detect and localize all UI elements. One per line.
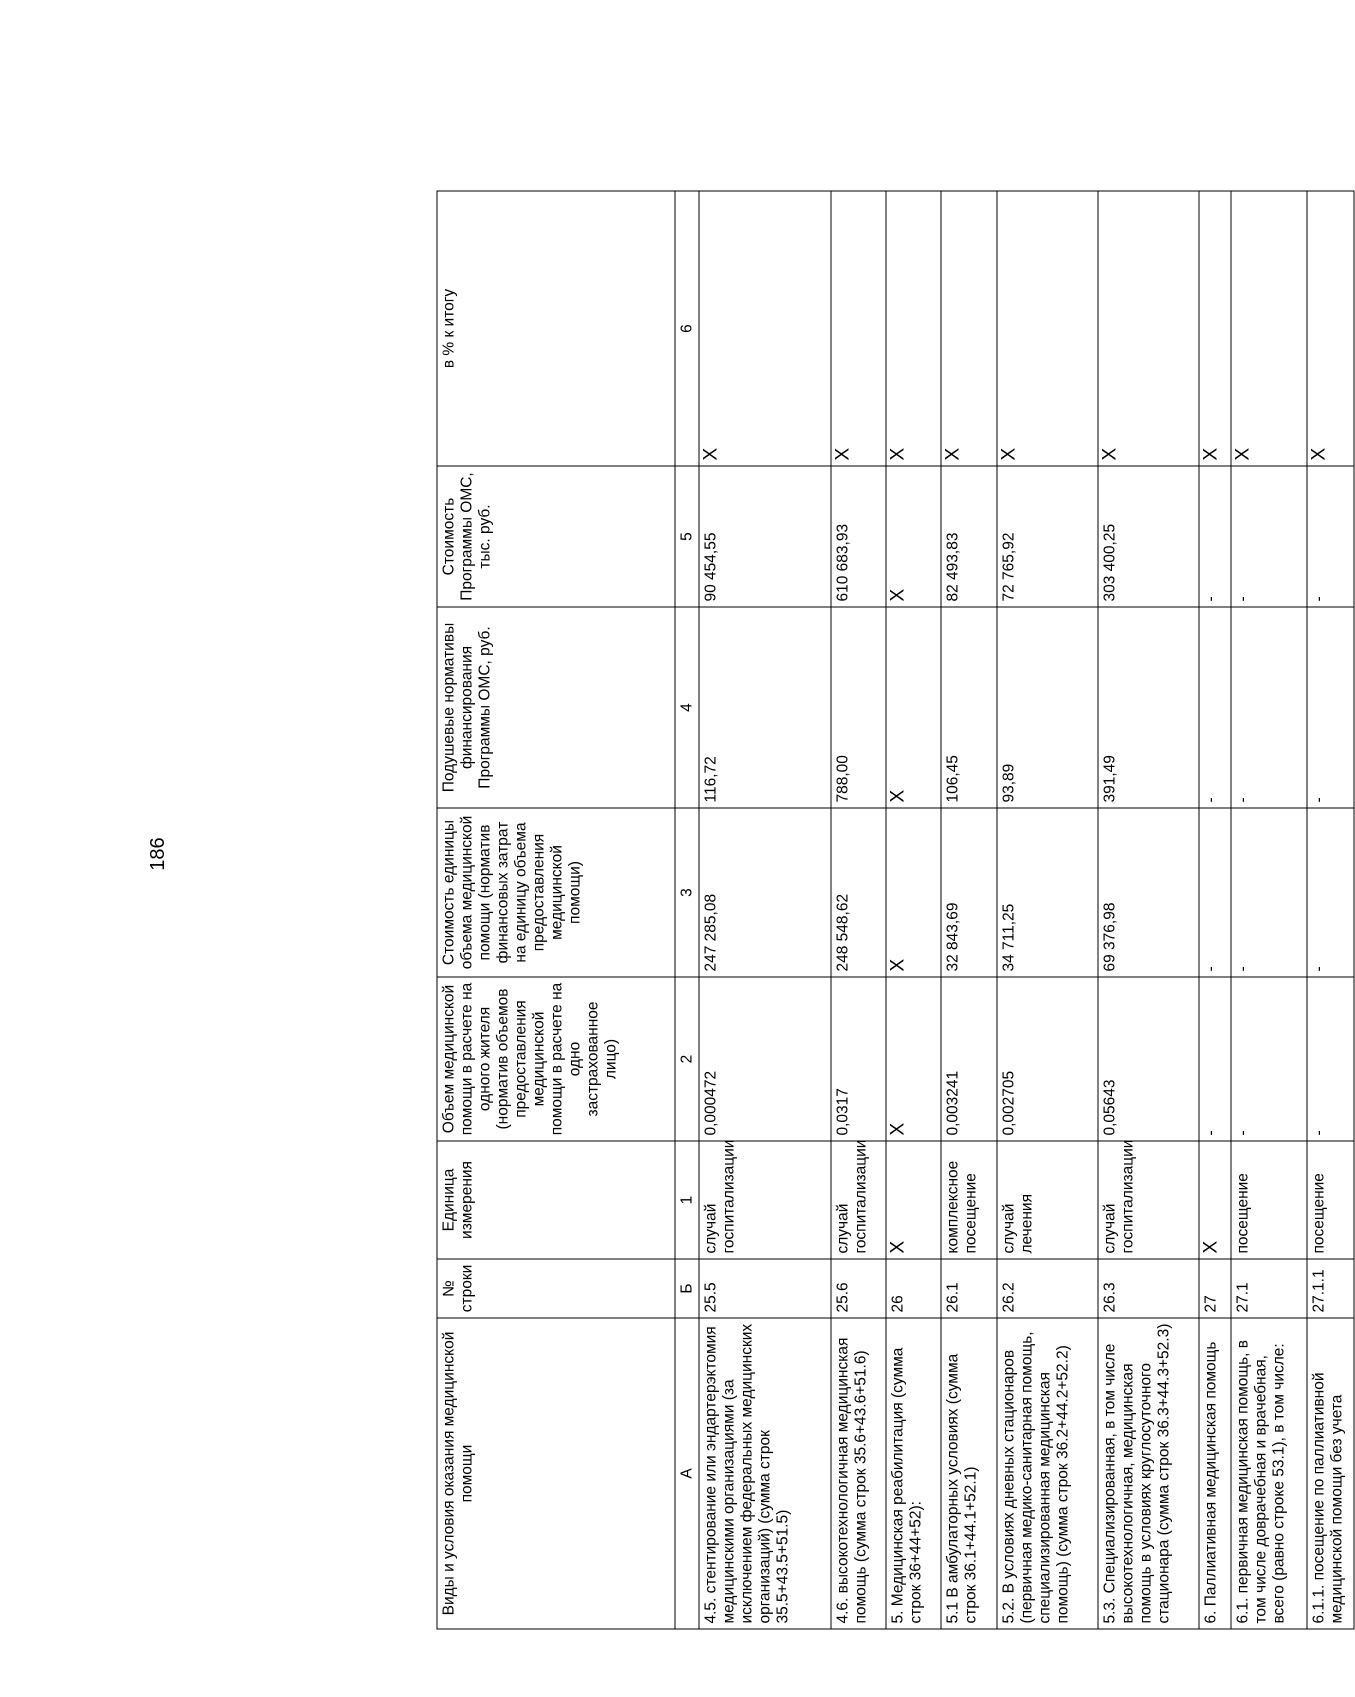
cell-per-capita: 391,49	[1098, 607, 1199, 808]
cell-unit: X	[1199, 1141, 1231, 1259]
cell-volume: 0,05643	[1098, 977, 1199, 1141]
col-header-row-number: № строки	[437, 1259, 675, 1318]
cell-unit-cost: -	[1199, 808, 1231, 977]
col-number: 3	[675, 808, 699, 977]
cell-percent: X	[886, 191, 941, 466]
table-row	[1307, 191, 1354, 1629]
page-number: 186	[147, 837, 169, 871]
column-number-row	[675, 191, 699, 1629]
cell-percent: X	[1098, 191, 1199, 466]
cell-kind: 6.1. первичная медицинская помощь, в том числе доврачебная и врачебная, всего (равно строке 53.1), в том числе:	[1231, 1318, 1307, 1629]
cell-total-cost: 303 400,25	[1098, 466, 1199, 607]
cell-percent: X	[1307, 191, 1354, 466]
col-number: 5	[675, 466, 699, 607]
cell-total-cost: 82 493,83	[941, 466, 997, 607]
cell-kind: 4.6. высокотехнологичная медицинская помощь (сумма строк 35.6+43.6+51.6)	[831, 1318, 886, 1629]
table-row	[831, 191, 886, 1629]
cell-unit: комплексное посещение	[941, 1141, 997, 1259]
cell-total-cost: -	[1199, 466, 1231, 607]
table-row	[699, 191, 831, 1629]
cell-row-number: 26.2	[997, 1259, 1098, 1318]
cell-row-number: 25.5	[699, 1259, 831, 1318]
cell-unit-cost: -	[1231, 808, 1307, 977]
cell-unit: посещение	[1231, 1141, 1307, 1259]
table-row	[1098, 191, 1199, 1629]
col-header-unit-cost: Стоимость единицы объема медицинской помощи (норматив финансовых затрат на единицу объема предоставления медицинской помощи)	[437, 808, 675, 977]
cell-total-cost: 72 765,92	[997, 466, 1098, 607]
cell-kind: 5. Медицинская реабилитация (сумма строк 36+44+52):	[886, 1318, 941, 1629]
cell-percent: X	[831, 191, 886, 466]
cell-row-number: 27.1	[1231, 1259, 1307, 1318]
table-row	[941, 191, 997, 1629]
cell-volume: -	[1199, 977, 1231, 1141]
cell-per-capita: -	[1231, 607, 1307, 808]
col-header-per-capita: Подушевые нормативы финансирования Программы ОМС, руб.	[437, 607, 675, 808]
cell-percent: X	[1199, 191, 1231, 466]
cell-per-capita: -	[1307, 607, 1354, 808]
cell-unit-cost: 248 548,62	[831, 808, 886, 977]
col-header-unit: Единица измерения	[437, 1141, 675, 1259]
cell-per-capita: 788,00	[831, 607, 886, 808]
table-row	[997, 191, 1098, 1629]
cell-row-number: 27	[1199, 1259, 1231, 1318]
cell-volume: -	[1307, 977, 1354, 1141]
cell-percent: X	[997, 191, 1098, 466]
cell-volume: X	[886, 977, 941, 1141]
cell-per-capita: 116,72	[699, 607, 831, 808]
cell-unit-cost: X	[886, 808, 941, 977]
rotated-table-wrapper	[437, 192, 1354, 1630]
cell-total-cost: 610 683,93	[831, 466, 886, 607]
cell-kind: 5.1 В амбулаторных условиях (сумма строк 36.1+44.1+52.1)	[941, 1318, 997, 1629]
cell-unit-cost: -	[1307, 808, 1354, 977]
cell-percent: X	[941, 191, 997, 466]
cell-percent: X	[699, 191, 831, 466]
cell-kind: 6. Паллиативная медицинская помощь	[1199, 1318, 1231, 1629]
cell-percent: X	[1231, 191, 1307, 466]
cell-row-number: 26.3	[1098, 1259, 1199, 1318]
cell-unit: случай лечения	[997, 1141, 1098, 1259]
cell-per-capita: -	[1199, 607, 1231, 808]
table-row	[1199, 191, 1231, 1629]
col-number: 1	[675, 1141, 699, 1259]
cell-volume: 0,003241	[941, 977, 997, 1141]
col-number: А	[675, 1318, 699, 1629]
cell-row-number: 25.6	[831, 1259, 886, 1318]
cell-total-cost: 90 454,55	[699, 466, 831, 607]
col-number: 6	[675, 191, 699, 466]
col-number: 2	[675, 977, 699, 1141]
col-number: Б	[675, 1259, 699, 1318]
cell-row-number: 26	[886, 1259, 941, 1318]
col-number: 4	[675, 607, 699, 808]
cell-per-capita: X	[886, 607, 941, 808]
cell-kind: 5.3. Специализированная, в том числе высокотехнологичная, медицинская помощь в условиях круглосуточного стационара (сумма строк 36.3+44.3+52.3)	[1098, 1318, 1199, 1629]
col-header-kind: Виды и условия оказания медицинской помощи	[437, 1318, 675, 1629]
cell-unit-cost: 34 711,25	[997, 808, 1098, 977]
cell-kind: 5.2. В условиях дневных стационаров (первичная медико-санитарная помощь, специализированная медицинская помощь) (сумма строк 36.2+44.2+52.2)	[997, 1318, 1098, 1629]
cell-unit: случай госпитализации	[831, 1141, 886, 1259]
cell-volume: 0,000472	[699, 977, 831, 1141]
cell-row-number: 26.1	[941, 1259, 997, 1318]
cell-unit: X	[886, 1141, 941, 1259]
cell-unit-cost: 69 376,98	[1098, 808, 1199, 977]
table-row	[886, 191, 941, 1629]
cell-volume: -	[1231, 977, 1307, 1141]
oms-program-table	[437, 191, 1355, 1630]
cell-unit-cost: 247 285,08	[699, 808, 831, 977]
table-row	[1231, 191, 1307, 1629]
cell-unit-cost: 32 843,69	[941, 808, 997, 977]
cell-total-cost: -	[1307, 466, 1354, 607]
cell-kind: 6.1.1. посещение по паллиативной медицинской помощи без учета	[1307, 1318, 1354, 1629]
cell-per-capita: 93,89	[997, 607, 1098, 808]
cell-kind: 4.5. стентирование или эндартерэктомия медицинскими организациями (за исключением федеральных медицинских организаций) (сумма строк 35.5+43.5+51.5)	[699, 1318, 831, 1629]
cell-total-cost: -	[1231, 466, 1307, 607]
cell-unit: посещение	[1307, 1141, 1354, 1259]
cell-row-number: 27.1.1	[1307, 1259, 1354, 1318]
cell-per-capita: 106,45	[941, 607, 997, 808]
cell-total-cost: X	[886, 466, 941, 607]
table-header-row	[437, 191, 675, 1629]
cell-unit: случай госпитализации	[1098, 1141, 1199, 1259]
cell-volume: 0,002705	[997, 977, 1098, 1141]
col-header-volume: Объем медицинской помощи в расчете на одного жителя (норматив объемов предоставления медицинской помощи в расчете на одно застрахованное лицо)	[437, 977, 675, 1141]
col-header-total-cost: Стоимость Программы ОМС, тыс. руб.	[437, 466, 675, 607]
cell-unit: случай госпитализации	[699, 1141, 831, 1259]
col-header-percent: в % к итогу	[437, 191, 675, 466]
cell-volume: 0,0317	[831, 977, 886, 1141]
